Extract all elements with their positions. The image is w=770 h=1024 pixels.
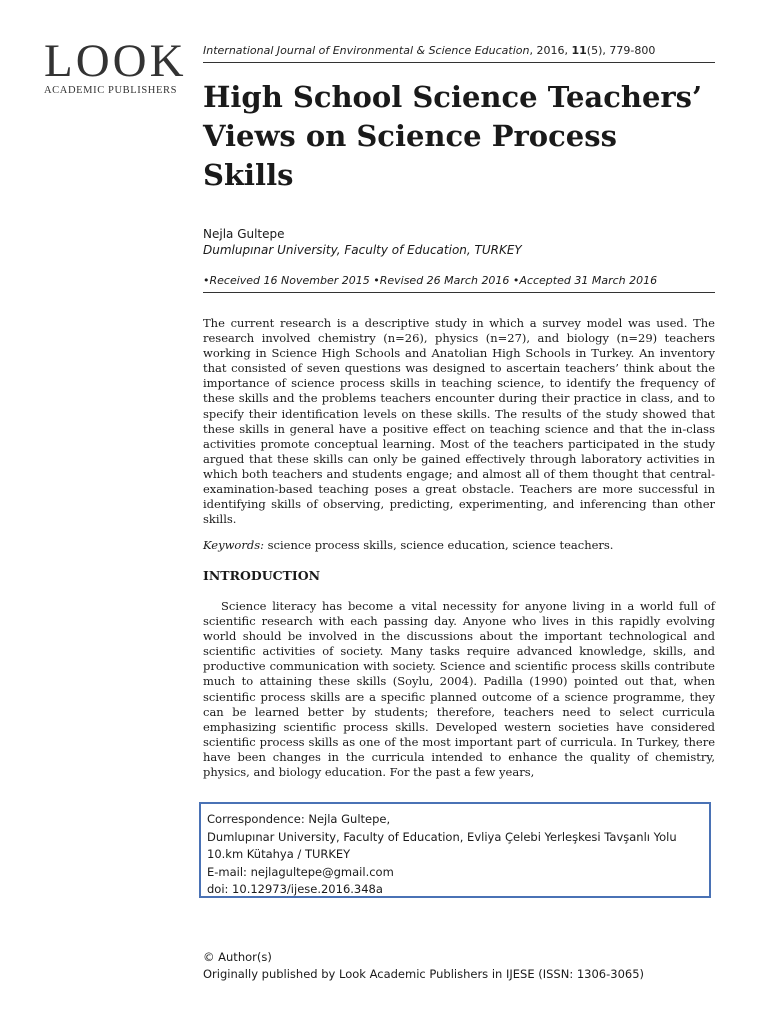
submission-dates: •Received 16 November 2015 •Revised 26 March 2016 •Accepted 31 March 2016 [203, 274, 658, 287]
correspondence-line: Dumlupınar University, Faculty of Education, Evliya Çelebi Yerleşkesi Tavşanlı Yolu [207, 829, 677, 844]
correspondence-email: E-mail: nejlagultepe@gmail.com [207, 864, 394, 879]
section-heading-introduction: INTRODUCTION [203, 568, 321, 583]
correspondence-line: 10.km Kütahya / TURKEY [207, 847, 351, 861]
introduction-paragraph: Science literacy has become a vital necessity for anyone living in a world full of scientific research with each passing day. Anyone who lives in this rapidly evolving world should be involved in the discussions about the important technological and scientific activities of society. Many tasks require advanced knowledge, skills, and productive communication with society. Science and scientific process skills contribute much to attaining these skills (Soylu, 2004). Padilla (1990) pointed out that, when scientific process skills are a specific planned outcome of a science programme, they can be learned better by students; therefore, teachers need to select curricula emphasizing scientific process skills. Developed western societies have considered scientific process skills as one of the most important part of curricula. In Turkey, there have been changes in the curricula intended to enhance the quality of chemistry, physics, and biology education. For the past a few years, [203, 599, 715, 780]
paper-title: High School Science Teachers’ Views on Science Process Skills [203, 80, 703, 192]
journal-citation: International Journal of Environmental & Science Education, 2016, 11(5), 779-800 [203, 44, 656, 57]
author-name: Nejla Gultepe [203, 227, 285, 241]
dates-divider [203, 292, 715, 293]
logo-wordmark: LOOK [44, 35, 187, 87]
keywords-label: Keywords: [203, 538, 264, 552]
header-divider [203, 62, 715, 63]
keywords-text: science process skills, science education, science teachers. [267, 538, 614, 552]
correspondence-line: Correspondence: Nejla Gultepe, [207, 812, 391, 826]
correspondence-doi: doi: 10.12973/ijese.2016.348a [207, 882, 383, 896]
copyright-line: © Author(s) [203, 950, 272, 964]
correspondence-box [199, 802, 711, 898]
keywords [203, 538, 613, 552]
abstract: The current research is a descriptive study in which a survey model was used. The research involved chemistry (n=26), physics (n=27), and biology (n=29) teachers working in Science High Schools and Anatolian High Schools in Turkey. An inventory that consisted of seven questions was designed to ascertain teachers’ think about the importance of science process skills in teaching science, to identify the frequency of these skills and the problems teachers encounter during their practice in class, and to specify their identification levels on these skills. The results of the study showed that these skills in general have a positive effect on teaching science and that the in-class activities promote conceptual learning. Most of the teachers participated in the study argued that these skills can only be gained effectively through laboratory activities in which both teachers and students engage; and almost all of them thought that central-examination-based teaching poses a great obstacle. Teachers are more successful in identifying skills of observing, predicting, experimenting, and inferencing than other skills. [203, 316, 715, 527]
author-affiliation: Dumlupınar University, Faculty of Education, TURKEY [203, 243, 522, 257]
publisher-logo [44, 35, 189, 96]
publication-note: Originally published by Look Academic Publishers in IJESE (ISSN: 1306-3065) [203, 967, 645, 981]
copyright-footer [203, 949, 644, 983]
logo-subtitle: ACADEMIC PUBLISHERS [44, 85, 178, 96]
